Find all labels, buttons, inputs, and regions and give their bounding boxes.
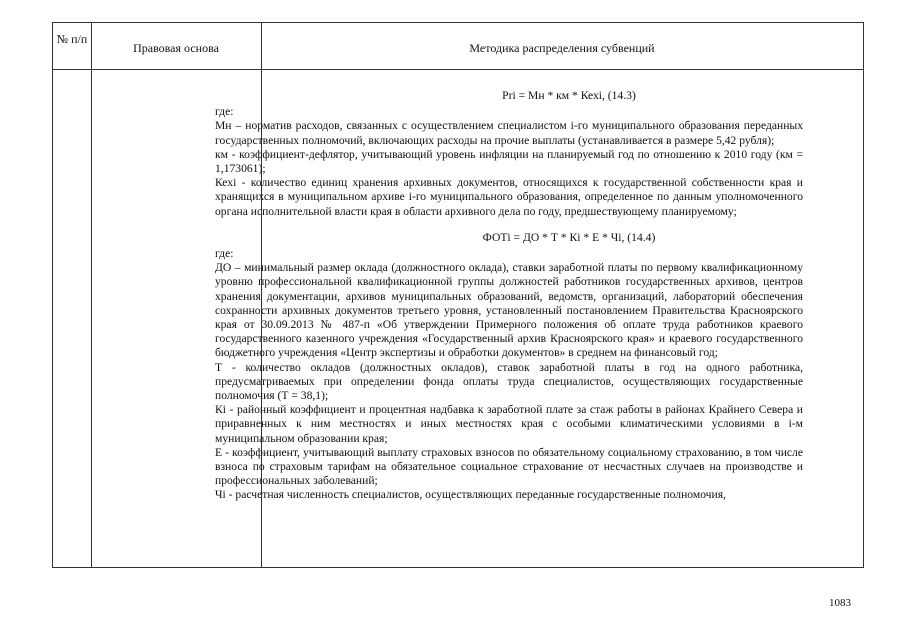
- definition-ki: Кi - районный коэффициент и процентная надбавка к заработной плате за стаж работы в районах Крайнего Севера и приравненных к ним местностях и иных местностях края с особыми климатическими условиями в i-м муниципальном образовании края;: [215, 403, 803, 445]
- page-number: 1083: [829, 597, 851, 609]
- header-divider: [53, 69, 863, 70]
- definition-e: Е - коэффициент, учитывающий выплату страховых взносов по обязательному социальному страхованию, в том числе взноса по страховым тарифам на обязательное социальное страхование от несчастных случаев на производстве и профессиональных заболеваний;: [215, 445, 803, 488]
- column-divider: [91, 23, 92, 567]
- header-number: № п/п: [56, 32, 88, 46]
- formula-14-4: ФОТi = ДО * Т * Кi * Е * Чi, (14.4): [482, 230, 656, 244]
- header-methodology: Методика распределения субвенций: [469, 41, 655, 55]
- definition-do: ДО – минимальный размер оклада (должностного оклада), ставки заработной платы по первому квалификационному уровню профессиональной квалификационной группы должностей работников государственных архивов, центров хранения документации, архивов муниципальных образований, ведомств, организаций, лабораторий обеспечения сохранности архивных документов третьего уровня, установленный постановлением Правительства Красноярского края от 30.09.2013 № 487-п «Об утверждении Примерного положения об оплате труда работников краевого государственного казенного учреждения «Государственный архив Красноярского края» и краевого государственного бюджетного учреждения «Центр экспертизы и обработки документов» в среднем на финансовый год;: [215, 261, 803, 360]
- definition-kexi: Кехi - количество единиц хранения архивных документов, относящихся к государственной собственности края и хранящихся в муниципальном архиве i-го муниципального образования, определенное по данным уполномоченного органа исполнительной власти края в области архивного дела по году, предшествующему планируемому;: [215, 176, 803, 218]
- where-label: где:: [215, 105, 234, 119]
- methodology-content: [215, 89, 803, 503]
- formula-14-3: Рri = Мн * км * Кехi, (14.3): [502, 89, 636, 102]
- definition-t: Т - количество окладов (должностных окладов), ставок заработной платы в год на одного работника, предусматриваемых при определении фонда оплаты труда специалистов, осуществляющих государственные полномочия (Т = 38,1);: [215, 360, 803, 403]
- where-label: где:: [215, 247, 234, 261]
- definition-mn: Мн – норматив расходов, связанных с осуществлением специалистом i-го муниципального образования переданных государственных полномочий, включающих расходы на прочие выплаты (устанавливается в размере 5,42 рубля);: [215, 119, 803, 147]
- definition-chi: Чi - расчетная численность специалистов, осуществляющих переданные государственные полномочия,: [215, 488, 726, 502]
- header-legal-basis: Правовая основа: [133, 41, 219, 55]
- definition-km: км - коэффициент-дефлятор, учитывающий уровень инфляции на планируемый год по отношению к 2010 году (км = 1,173061);: [215, 147, 803, 176]
